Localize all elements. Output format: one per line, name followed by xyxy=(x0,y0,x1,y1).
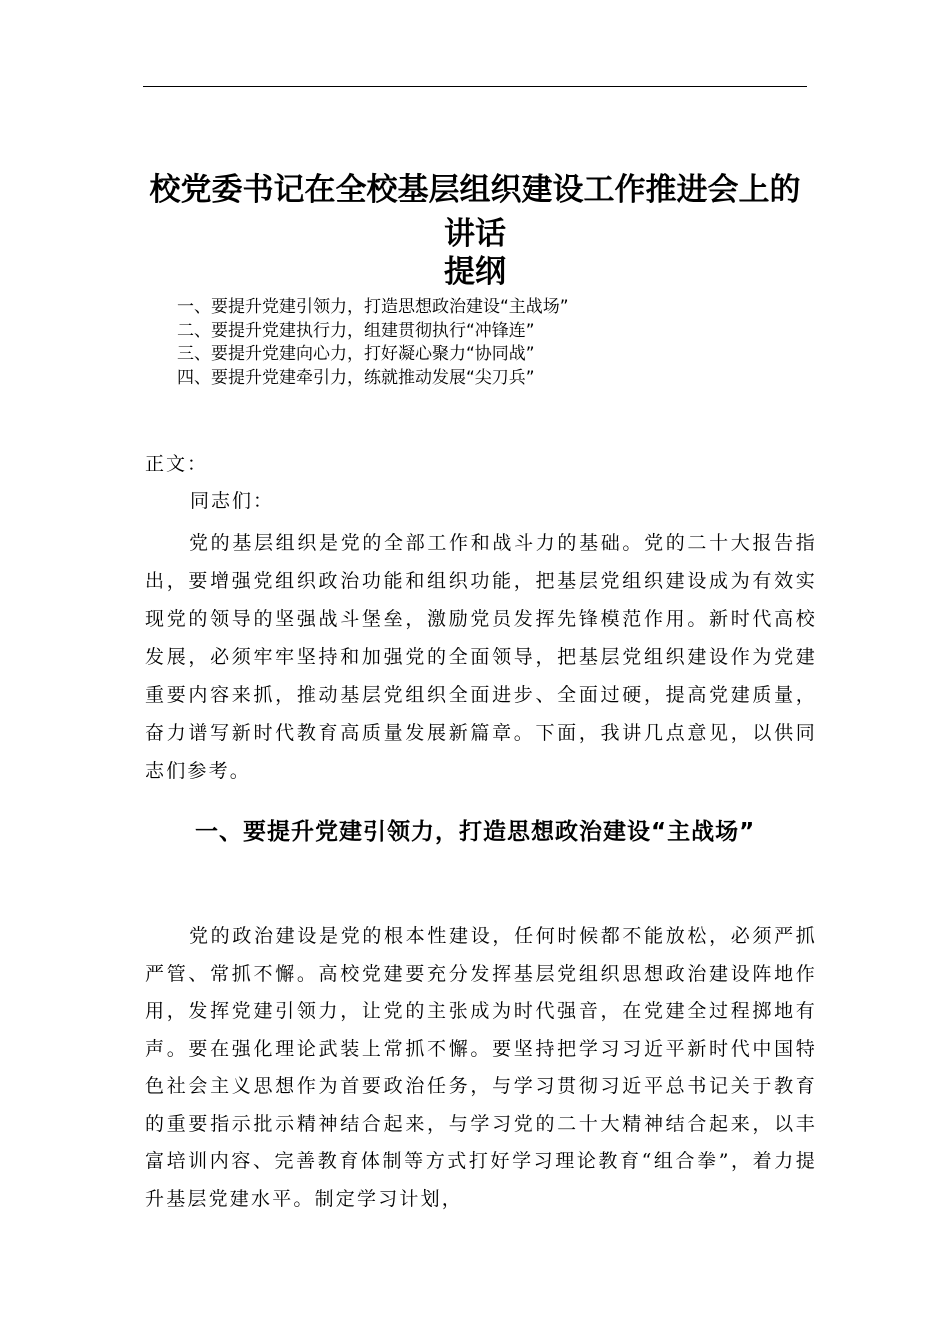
outline-list xyxy=(177,296,807,390)
outline-item-4: 四、要提升党建牵引力，练就推动发展“尖刀兵” xyxy=(177,367,535,388)
outline-item-1: 一、要提升党建引领力，打造思想政治建设“主战场” xyxy=(177,297,569,317)
intro-paragraph: 党的基层组织是党的全部工作和战斗力的基础。党的二十大报告指出，要增强党组织政治功能和组织功能，把基层党组织建设成为有效实现党的领导的坚强战斗堡垒，激励党员发挥先锋模范作用。新时代高校发展，必须牢牢坚持和加强党的全面领导，把基层党组织建设作为党建重要内容来抓，推动基层党组织全面进步、全面过硬，提高党建质量，奋力谱写新时代教育高质量发展新篇章。下面，我讲几点意见，以供同志们参考。 xyxy=(145,532,817,782)
document-title: 校党委书记在全校基层组织建设工作推进会上的讲话 xyxy=(149,172,801,252)
body-label: 正文： xyxy=(145,453,209,475)
outline-item-3: 三、要提升党建向心力，打好凝心聚力“协同战” xyxy=(177,344,535,364)
outline-item-2: 二、要提升党建执行力，组建贯彻执行“冲锋连” xyxy=(177,320,535,341)
outline-heading: 提纲 xyxy=(444,254,506,290)
section-1-paragraph: 党的政治建设是党的根本性建设，任何时候都不能放松，必须严抓严管、常抓不懈。高校党建要充分发挥基层党组织思想政治建设阵地作用，发挥党建引领力，让党的主张成为时代强音，在党建全过程掷地有声。要在强化理论武装上常抓不懈。要坚持把学习习近平新时代中国特色社会主义思想作为首要政治任务，与学习贯彻习近平总书记关于教育的重要指示批示精神结合起来，与学习党的二十大精神结合起来，以丰富培训内容、完善教育体制等方式打好学习理论教育“组合拳”，着力提升基层党建水平。制定学习计划， xyxy=(145,925,817,1210)
salutation: 同志们： xyxy=(190,490,275,512)
header-rule xyxy=(143,86,807,87)
section-heading-1: 一、要提升党建引领力，打造思想政治建设“主战场” xyxy=(195,819,756,845)
